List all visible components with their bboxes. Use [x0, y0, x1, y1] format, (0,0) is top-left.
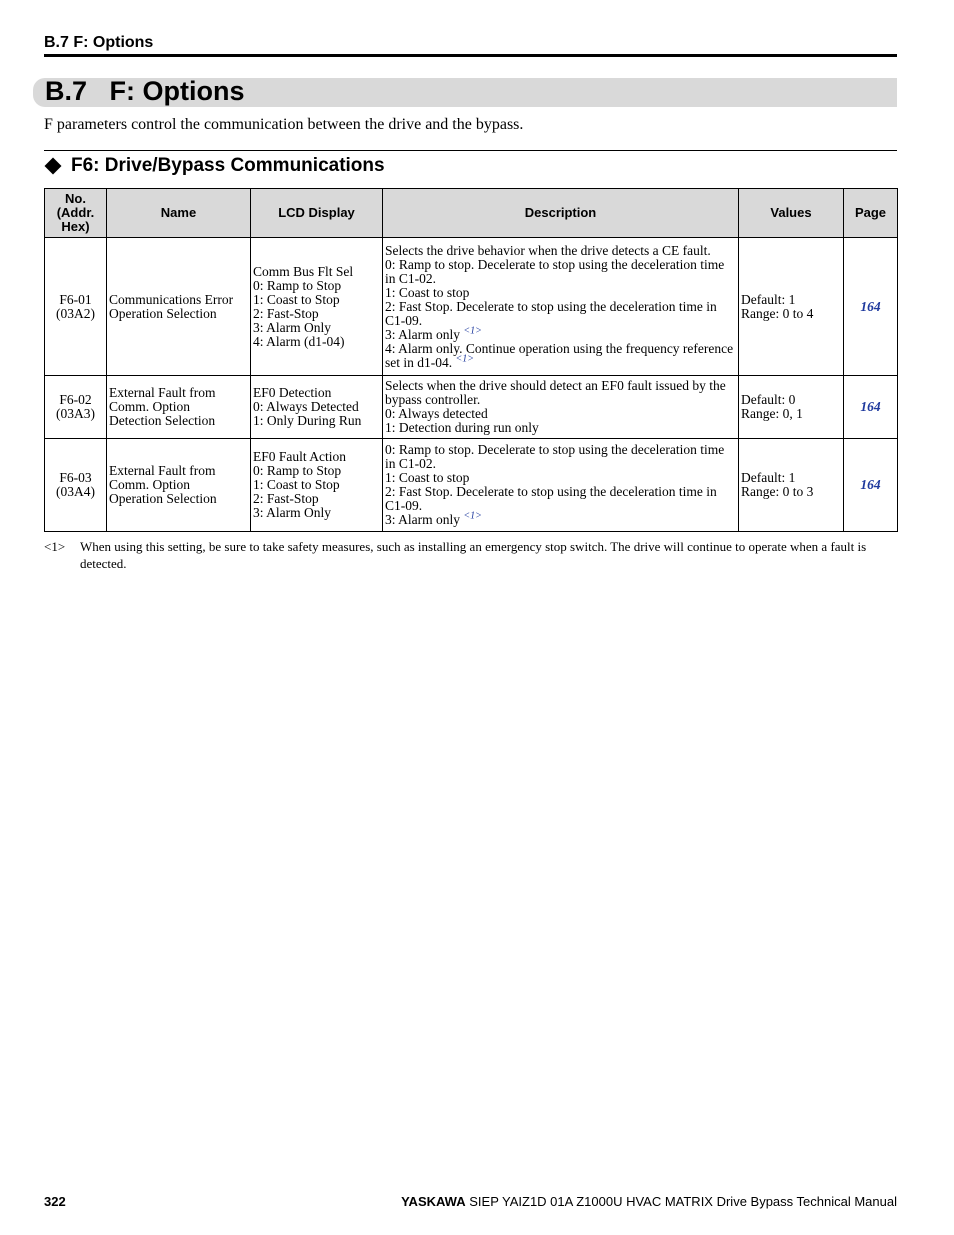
header-name: Name: [107, 189, 251, 238]
lcd-display-cell: EF0 Fault Action 0: Ramp to Stop 1: Coast to Stop 2: Fast-Stop 3: Alarm Only: [251, 439, 383, 532]
values-cell: Default: 1 Range: 0 to 3: [739, 439, 844, 532]
description-cell: Selects the drive behavior when the drive detects a CE fault. 0: Ramp to stop. Decelerate to stop using the deceleration time in C1-02. 1: Coast to stop 2: Fast Stop. Decelerate to stop using the deceleration time in C1-09. 3: Alarm only $^{<1>}$ 4: Alarm only. Continue operation using the frequency reference set in d1-04. $^{<1>}$: [383, 238, 739, 376]
footnote-mark: <1>: [44, 539, 66, 554]
page-link[interactable]: 164: [860, 477, 881, 492]
header-no: No. (Addr. Hex): [45, 189, 107, 238]
footer-brand: YASKAWA: [401, 1194, 466, 1209]
lcd-display-cell: Comm Bus Flt Sel 0: Ramp to Stop 1: Coast to Stop 2: Fast-Stop 3: Alarm Only 4: Alarm (d1-04): [251, 238, 383, 376]
section-title: [45, 76, 245, 107]
description-cell: Selects when the drive should detect an EF0 fault issued by the bypass controller. 0: Always detected 1: Detection during run only: [383, 376, 739, 439]
footer-manual-title: [401, 1194, 897, 1209]
diamond-bullet-icon: [45, 158, 62, 175]
parameter-table: [44, 188, 898, 532]
values-cell: Default: 0 Range: 0, 1: [739, 376, 844, 439]
description-cell: 0: Ramp to stop. Decelerate to stop using the deceleration time in C1-02. 1: Coast to stop 2: Fast Stop. Decelerate to stop using the deceleration time in C1-09. 3: Alarm only $^{<1>}$: [383, 439, 739, 532]
table-row: [45, 439, 898, 532]
page-cell: [844, 439, 898, 532]
subsection-title: F6: Drive/Bypass Communications: [71, 155, 385, 176]
param-name-cell: Communications Error Operation Selection: [107, 238, 251, 376]
subsection-rule: [44, 150, 897, 151]
footnote-ref-link[interactable]: <1>: [463, 510, 482, 522]
param-number-cell: F6-02 (03A3): [45, 376, 107, 439]
section-number: B.7: [45, 76, 88, 106]
param-name-cell: External Fault from Comm. Option Detection Selection: [107, 376, 251, 439]
table-header-row: [45, 189, 898, 238]
footnote-text: When using this setting, be sure to take safety measures, such as installing an emergency stop switch. The drive will continue to operate when a fault is detected.: [80, 539, 867, 571]
table-row: [45, 376, 898, 439]
header-rule: [44, 54, 897, 57]
section-name: F: Options: [109, 76, 245, 106]
values-cell: Default: 1 Range: 0 to 4: [739, 238, 844, 376]
table-row: [45, 238, 898, 376]
subsection-heading: [44, 155, 385, 177]
page-cell: [844, 238, 898, 376]
header-lcd-display: LCD Display: [251, 189, 383, 238]
page-link[interactable]: 164: [860, 298, 881, 314]
param-number-cell: F6-01 (03A2): [45, 238, 107, 376]
footnote-ref-link[interactable]: <1>: [455, 353, 474, 364]
header-values: Values: [739, 189, 844, 238]
header-description: Description: [383, 189, 739, 238]
footer-manual-name: SIEP YAIZ1D 01A Z1000U HVAC MATRIX Drive Bypass Technical Manual: [469, 1194, 897, 1209]
running-header: B.7 F: Options: [44, 34, 154, 51]
param-name-cell: External Fault from Comm. Option Operation Selection: [107, 439, 251, 532]
header-page: Page: [844, 189, 898, 238]
page-link[interactable]: 164: [860, 399, 881, 414]
lcd-display-cell: EF0 Detection 0: Always Detected 1: Only During Run: [251, 376, 383, 439]
footer-page-number: 322: [44, 1194, 66, 1209]
param-number-cell: F6-03 (03A4): [45, 439, 107, 532]
footnote-ref-link[interactable]: <1>: [463, 325, 482, 336]
page-cell: [844, 376, 898, 439]
intro-paragraph: F parameters control the communication between the drive and the bypass.: [44, 116, 524, 133]
